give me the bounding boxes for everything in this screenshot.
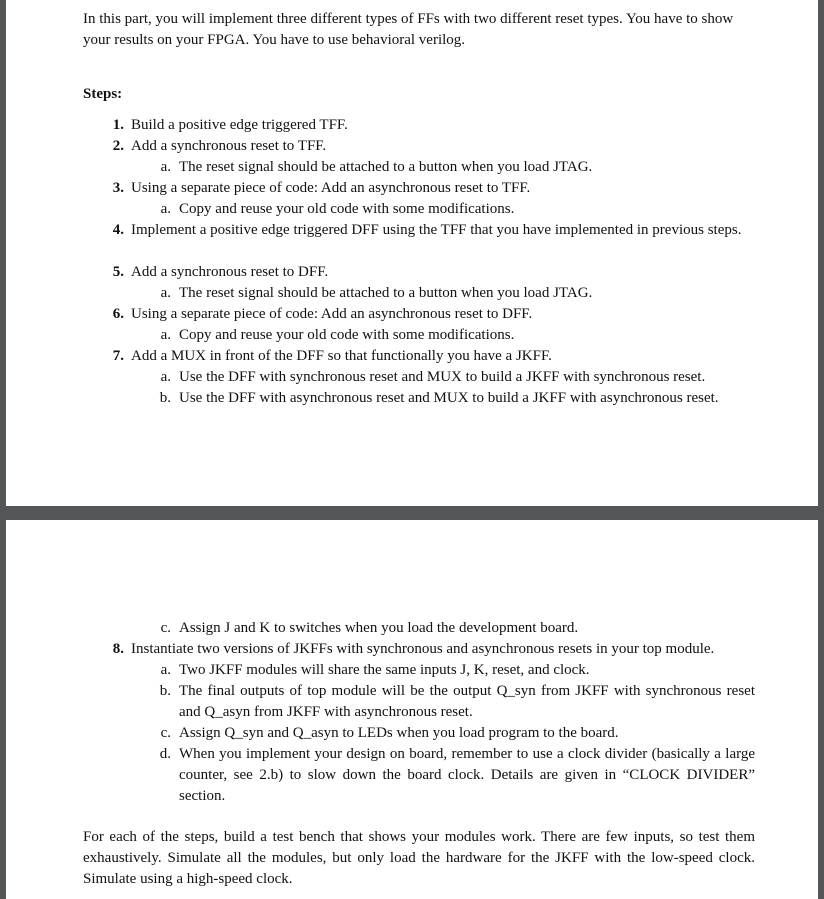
substep-letter: d. bbox=[159, 746, 171, 762]
substep-text: Use the DFF with synchronous reset and MUX to build a JKFF with synchronous reset. bbox=[179, 369, 706, 385]
step-text: Add a synchronous reset to DFF. bbox=[131, 264, 329, 280]
step-number: 4. bbox=[112, 222, 124, 238]
step-text: Add a MUX in front of the DFF so that functionally you have a JKFF. bbox=[131, 348, 552, 364]
step-number: 7. bbox=[112, 348, 124, 364]
closing-paragraph: For each of the steps, build a test bench that shows your modules work. There are few inputs, so test them exhaustively. Simulate all the modules, but only load the hardware for the JKFF with the low-speed clock. Simulate using a high-speed clock. bbox=[83, 829, 755, 887]
step-text: Instantiate two versions of JKFFs with synchronous and asynchronous resets in your top module. bbox=[131, 641, 715, 657]
step-text: Add a synchronous reset to TFF. bbox=[131, 138, 327, 154]
step-number: 8. bbox=[112, 641, 124, 657]
substep-letter: a. bbox=[160, 662, 171, 678]
intro-paragraph: In this part, you will implement three different types of FFs with two different reset types. You have to show your results on your FPGA. You have to use behavioral verilog. bbox=[83, 11, 734, 48]
substep-letter: b. bbox=[159, 683, 171, 699]
step-number: 1. bbox=[112, 117, 124, 133]
substep-letter: c. bbox=[160, 620, 171, 636]
substep-letter: a. bbox=[160, 369, 171, 385]
substep-letter: a. bbox=[160, 159, 171, 175]
step-text: Build a positive edge triggered TFF. bbox=[131, 117, 348, 133]
substep-text: Assign Q_syn and Q_asyn to LEDs when you load program to the board. bbox=[179, 725, 619, 741]
step-text: Implement a positive edge triggered DFF using the TFF that you have implemented in previous steps. bbox=[131, 222, 742, 238]
substep-letter: a. bbox=[160, 201, 171, 217]
substep-text: The reset signal should be attached to a button when you load JTAG. bbox=[179, 285, 593, 301]
substep-text: Copy and reuse your old code with some modifications. bbox=[179, 201, 515, 217]
substep-letter: a. bbox=[160, 327, 171, 343]
step-number: 5. bbox=[112, 264, 124, 280]
step-number: 3. bbox=[112, 180, 124, 196]
document-page-2 bbox=[6, 520, 818, 899]
step-number: 6. bbox=[112, 306, 124, 322]
substep-letter: b. bbox=[159, 390, 171, 406]
substep-text: Assign J and K to switches when you load the development board. bbox=[179, 620, 579, 636]
substep-text: Use the DFF with asynchronous reset and MUX to build a JKFF with asynchronous reset. bbox=[179, 390, 719, 406]
substep-letter: a. bbox=[160, 285, 171, 301]
step-text: Using a separate piece of code: Add an asynchronous reset to TFF. bbox=[131, 180, 531, 196]
substep-text: The reset signal should be attached to a button when you load JTAG. bbox=[179, 159, 593, 175]
steps-heading: Steps: bbox=[83, 86, 123, 102]
document-page-1 bbox=[6, 0, 818, 506]
substep-text: Two JKFF modules will share the same inputs J, K, reset, and clock. bbox=[179, 662, 590, 678]
substep-text: When you implement your design on board, remember to use a clock divider (basically a large counter, see 2.b) to slow down the board clock. Details are given in “CLOCK DIVIDER” section. bbox=[179, 746, 755, 804]
substep-text: Copy and reuse your old code with some modifications. bbox=[179, 327, 515, 343]
step-number: 2. bbox=[112, 138, 124, 154]
substep-letter: c. bbox=[160, 725, 171, 741]
substep-text: The final outputs of top module will be the output Q_syn from JKFF with synchronous reset and Q_asyn from JKFF with asynchronous reset. bbox=[179, 683, 755, 720]
step-text: Using a separate piece of code: Add an asynchronous reset to DFF. bbox=[131, 306, 533, 322]
